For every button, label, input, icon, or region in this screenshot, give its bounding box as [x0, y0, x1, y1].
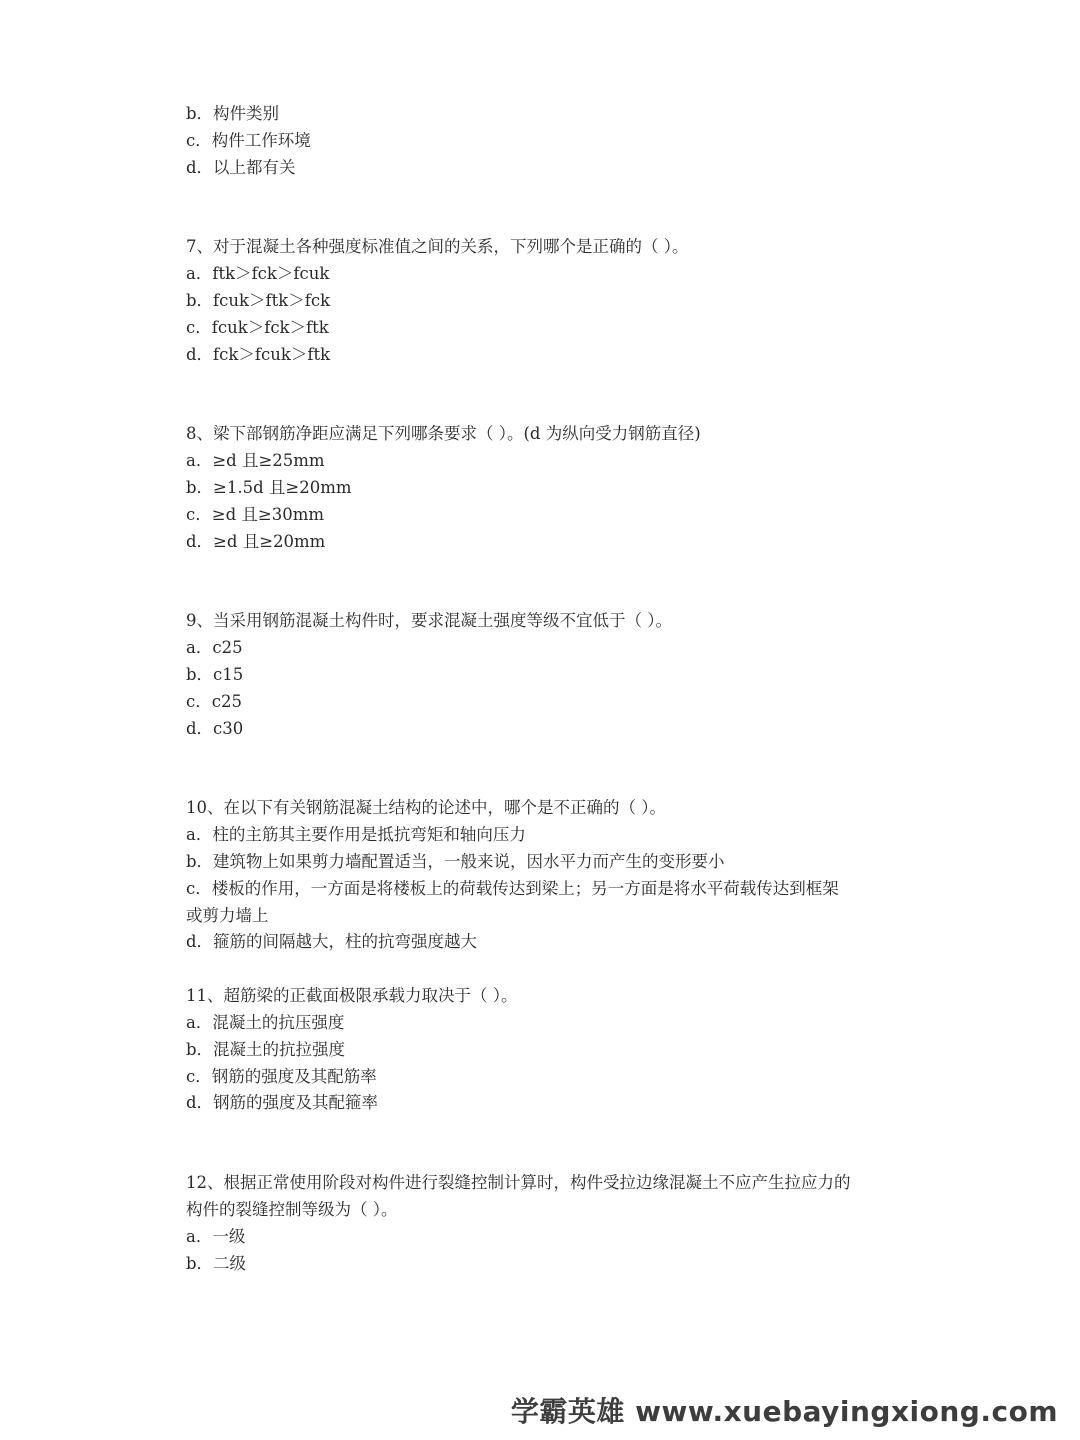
option-line: a．ftk＞fck＞fcuk [186, 264, 330, 284]
question-11-stem: 11、超筋梁的正截面极限承载力取决于（ ）。 [186, 986, 518, 1006]
option-line: d．以上都有关 [186, 157, 296, 177]
option-line-continued: 或剪力墙上 [186, 905, 269, 925]
option-line: a．混凝土的抗压强度 [186, 1012, 345, 1032]
option-line: d．c30 [186, 718, 244, 738]
option-line: a．c25 [186, 638, 243, 658]
option-line: b．≥1.5d 且≥20mm [186, 477, 352, 497]
option-line: c．c25 [186, 691, 242, 711]
option-line: b．混凝土的抗拉强度 [186, 1039, 346, 1059]
option-line: a．≥d 且≥25mm [186, 451, 325, 471]
option-line: b．fcuk＞ftk＞fck [186, 290, 331, 310]
option-line: c．≥d 且≥30mm [186, 504, 324, 524]
watermark-text: 学霸英雄 www.xuebayingxiong.com [510, 1395, 1058, 1428]
option-line: c．构件工作环境 [186, 130, 311, 150]
option-line: c．楼板的作用，一方面是将楼板上的荷载传达到梁上；另一方面是将水平荷载传达到框架 [186, 878, 839, 898]
option-line: d．≥d 且≥20mm [186, 531, 326, 551]
question-10-stem: 10、在以下有关钢筋混凝土结构的论述中，哪个是不正确的（ ）。 [186, 798, 666, 818]
option-line: a．一级 [186, 1226, 246, 1246]
document-page [186, 101, 906, 1277]
question-12-stem-continued: 构件的裂缝控制等级为（ ）。 [186, 1199, 398, 1219]
question-9-stem: 9、当采用钢筋混凝土构件时，要求混凝土强度等级不宜低于（ ）。 [186, 611, 672, 631]
option-line: a．柱的主筋其主要作用是抵抗弯矩和轴向压力 [186, 825, 526, 845]
option-line: d．fck＞fcuk＞ftk [186, 344, 331, 364]
option-line: c．钢筋的强度及其配筋率 [186, 1066, 377, 1086]
option-line: b．二级 [186, 1253, 247, 1273]
option-line: b．建筑物上如果剪力墙配置适当，一般来说，因水平力而产生的变形要小 [186, 851, 725, 871]
option-line: b．构件类别 [186, 104, 280, 123]
question-7-stem: 7、对于混凝土各种强度标准值之间的关系，下列哪个是正确的（ ）。 [186, 237, 689, 257]
option-line: d．箍筋的间隔越大，柱的抗弯强度越大 [186, 932, 478, 952]
option-line: c．fcuk＞fck＞ftk [186, 317, 329, 337]
question-8-stem: 8、梁下部钢筋净距应满足下列哪条要求（ ）。(d 为纵向受力钢筋直径) [186, 424, 701, 444]
option-line: d．钢筋的强度及其配箍率 [186, 1093, 379, 1113]
question-12-stem: 12、根据正常使用阶段对构件进行裂缝控制计算时，构件受拉边缘混凝土不应产生拉应力的 [186, 1173, 851, 1193]
option-line: b．c15 [186, 664, 244, 684]
